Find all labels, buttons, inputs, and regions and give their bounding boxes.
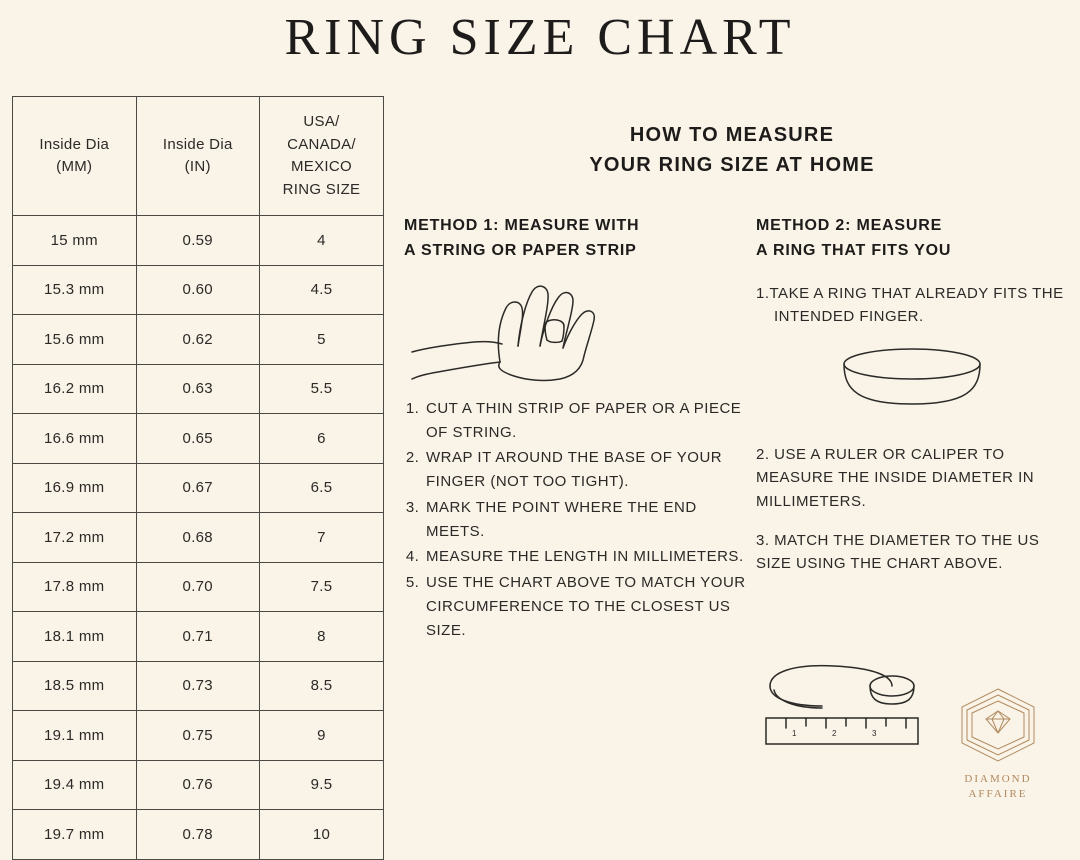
cell-inside-dia-mm: 17.8 mm [13, 562, 137, 612]
table-row [13, 810, 384, 860]
column-header-inside-dia-in [136, 97, 260, 216]
cell-inside-dia-in: 0.63 [136, 364, 260, 414]
cell-ring-size: 7 [260, 513, 384, 563]
cell-inside-dia-in: 0.76 [136, 760, 260, 810]
brand-name [932, 772, 1064, 802]
header-line: CANADA/ [287, 135, 356, 153]
method-2-title-line-2: A RING THAT FITS YOU [756, 241, 952, 259]
how-to-measure-heading [396, 120, 1068, 180]
cell-inside-dia-mm: 18.5 mm [13, 661, 137, 711]
method-1-step: 1. CUT A THIN STRIP OF PAPER OR A PIECE OF STRING. [424, 397, 756, 446]
table-row [13, 216, 384, 266]
table-row [13, 562, 384, 612]
cell-inside-dia-in: 0.75 [136, 711, 260, 761]
method-1-block [396, 214, 756, 645]
brand-name-line-1: DIAMOND [964, 773, 1032, 786]
cell-inside-dia-mm: 15 mm [13, 216, 137, 266]
cell-inside-dia-in: 0.60 [136, 265, 260, 315]
header-line: Inside Dia [39, 135, 110, 153]
cell-inside-dia-in: 0.71 [136, 612, 260, 662]
column-header-usa-canada-mexico-ring-size [260, 97, 384, 216]
table-row [13, 315, 384, 365]
method-1-step: 2. WRAP IT AROUND THE BASE OF YOUR FINGER (NOT TOO TIGHT). [424, 446, 756, 495]
cell-inside-dia-mm: 15.3 mm [13, 265, 137, 315]
cell-ring-size: 6.5 [260, 463, 384, 513]
method-1-title-line-2: A STRING OR PAPER STRIP [404, 241, 637, 259]
cell-inside-dia-mm: 19.4 mm [13, 760, 137, 810]
heading-line-2: YOUR RING SIZE AT HOME [589, 154, 875, 176]
table-row [13, 364, 384, 414]
column-header-inside-dia-mm [13, 97, 137, 216]
brand-logo [932, 685, 1064, 802]
cell-inside-dia-in: 0.62 [136, 315, 260, 365]
cell-ring-size: 6 [260, 414, 384, 464]
header-line: Inside Dia [162, 135, 233, 153]
cell-ring-size: 9.5 [260, 760, 384, 810]
table-row [13, 760, 384, 810]
cell-ring-size: 5.5 [260, 364, 384, 414]
table-row [13, 612, 384, 662]
cell-inside-dia-in: 0.73 [136, 661, 260, 711]
method-1-step: 4. MEASURE THE LENGTH IN MILLIMETERS. [424, 545, 756, 569]
method-2-step-2: 2. USE A RULER OR CALIPER TO MEASURE THE INSIDE DIAMETER IN MILLIMETERS. [756, 446, 1035, 510]
cell-ring-size: 8.5 [260, 661, 384, 711]
ruler-tick-label: 3 [872, 729, 877, 738]
method-1-step: 3. MARK THE POINT WHERE THE END MEETS. [424, 496, 756, 545]
method-2-title [756, 214, 1068, 264]
ruler-tick-label: 1 [792, 729, 797, 738]
cell-inside-dia-in: 0.78 [136, 810, 260, 860]
header-line: MEXICO [291, 158, 352, 175]
cell-inside-dia-mm: 16.6 mm [13, 414, 137, 464]
method-2-block [756, 214, 1068, 645]
page-title: RING SIZE CHART [284, 9, 796, 66]
cell-ring-size: 4 [260, 216, 384, 266]
method-1-steps [404, 397, 756, 644]
cell-inside-dia-mm: 19.1 mm [13, 711, 137, 761]
cell-ring-size: 7.5 [260, 562, 384, 612]
method-1-step: 5. USE THE CHART ABOVE TO MATCH YOUR CIRCUMFERENCE TO THE CLOSEST US SIZE. [424, 571, 756, 644]
cell-inside-dia-mm: 19.7 mm [13, 810, 137, 860]
cell-inside-dia-in: 0.59 [136, 216, 260, 266]
cell-inside-dia-mm: 16.2 mm [13, 364, 137, 414]
table-header-row [13, 97, 384, 216]
methods-container [396, 214, 1068, 645]
diamond-emblem-icon [952, 685, 1044, 765]
cell-ring-size: 8 [260, 612, 384, 662]
method-2-step-3: 3. MATCH THE DIAMETER TO THE US SIZE USING THE CHART ABOVE. [756, 531, 1040, 573]
cell-inside-dia-mm: 18.1 mm [13, 612, 137, 662]
hand-with-string-illustration [404, 276, 756, 391]
cell-inside-dia-mm: 16.9 mm [13, 463, 137, 513]
table-row [13, 711, 384, 761]
method-1-title-line-1: METHOD 1: MEASURE WITH [404, 217, 640, 234]
cell-inside-dia-in: 0.67 [136, 463, 260, 513]
ring-band-illustration [756, 342, 1068, 433]
cell-inside-dia-in: 0.68 [136, 513, 260, 563]
method-2-step-1: 1.TAKE A RING THAT ALREADY FITS THE INTENDED FINGER. [756, 284, 1064, 325]
ring-size-table [12, 96, 384, 860]
method-1-title [404, 214, 756, 264]
table-row [13, 661, 384, 711]
cell-inside-dia-in: 0.65 [136, 414, 260, 464]
brand-name-line-2: AFFAIRE [968, 788, 1028, 801]
heading-line-1: HOW TO MEASURE [629, 124, 835, 146]
cell-ring-size: 9 [260, 711, 384, 761]
cell-inside-dia-mm: 15.6 mm [13, 315, 137, 365]
table-row [13, 463, 384, 513]
method-2-title-line-1: METHOD 2: MEASURE [756, 217, 943, 234]
cell-inside-dia-in: 0.70 [136, 562, 260, 612]
table-row [13, 265, 384, 315]
cell-ring-size: 5 [260, 315, 384, 365]
header-line: (MM) [56, 158, 93, 175]
cell-ring-size: 4.5 [260, 265, 384, 315]
ruler-tick-label: 2 [832, 729, 837, 738]
header-line: RING SIZE [282, 180, 361, 198]
cell-inside-dia-mm: 17.2 mm [13, 513, 137, 563]
table-row [13, 513, 384, 563]
header-line: (IN) [184, 158, 211, 175]
header-line: USA/ [303, 113, 340, 130]
table-row [13, 414, 384, 464]
cell-ring-size: 10 [260, 810, 384, 860]
